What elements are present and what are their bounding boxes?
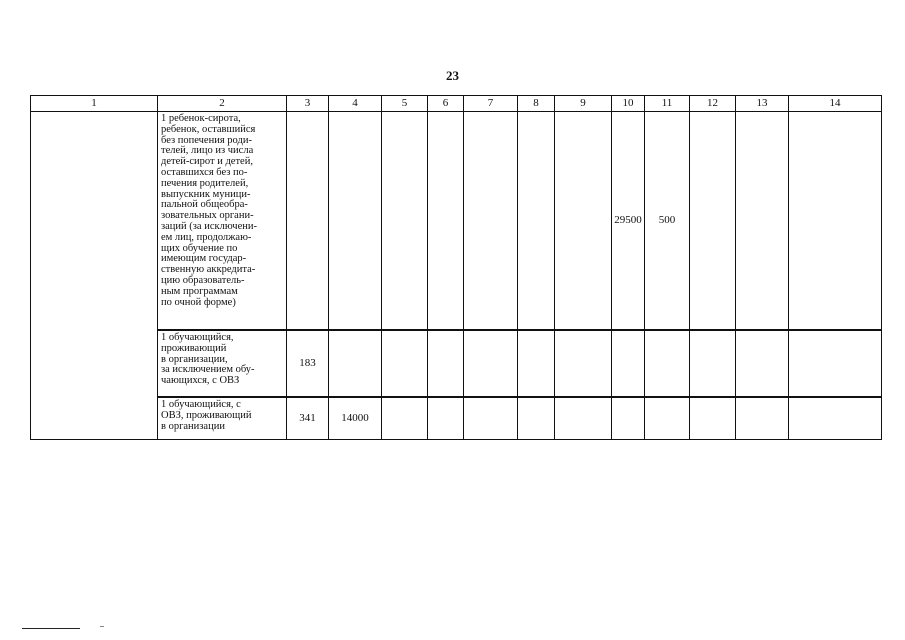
table-cell (690, 112, 736, 331)
row-description (158, 397, 287, 440)
description-line: по очной форме) (161, 296, 236, 308)
description-line: в организации (161, 420, 225, 432)
column-header: 4 (329, 96, 382, 112)
table-cell: 341 (287, 397, 329, 440)
table-cell (518, 330, 555, 397)
table-cell (645, 330, 690, 397)
description-line: заций (за исключени- (161, 220, 257, 232)
column-header: 10 (612, 96, 645, 112)
table-cell (382, 112, 428, 331)
description-line: печения родителей, (161, 177, 249, 189)
table-cell (382, 330, 428, 397)
column-header: 5 (382, 96, 428, 112)
column-header: 8 (518, 96, 555, 112)
description-line: 1 обучающийся, с (161, 399, 241, 410)
description-line: без попечения роди- (161, 134, 252, 146)
table-cell (464, 397, 518, 440)
merged-empty-cell (31, 112, 158, 440)
scan-mark (100, 626, 104, 627)
description-line: телей, лицо из числа (161, 145, 254, 157)
table-cell (287, 112, 329, 331)
description-line: выпускник муници- (161, 188, 251, 200)
table-cell (382, 397, 428, 440)
description-line: ОВЗ, проживающий (161, 409, 252, 421)
table-cell: 14000 (329, 397, 382, 440)
column-header: 1 (31, 96, 158, 112)
table-row (31, 330, 882, 397)
column-header: 13 (736, 96, 789, 112)
table-cell (555, 112, 612, 331)
table-cell: 29500 (612, 112, 645, 331)
description-line: ребенок, оставшийся (161, 123, 256, 135)
description-line: чающихся, с ОВЗ (161, 375, 240, 387)
table-row (31, 397, 882, 440)
table-cell (736, 397, 789, 440)
description-line: проживающий (161, 342, 227, 354)
description-line: в организации, (161, 353, 228, 365)
description-line: 1 ребенок-сирота, (161, 113, 241, 124)
table-cell (555, 397, 612, 440)
table-cell (690, 397, 736, 440)
description-line: оставшихся без по- (161, 166, 248, 178)
column-header: 3 (287, 96, 329, 112)
table-cell (555, 330, 612, 397)
column-header: 9 (555, 96, 612, 112)
table-cell (428, 397, 464, 440)
row-description (158, 112, 287, 331)
table-cell (789, 112, 882, 331)
table-cell (329, 330, 382, 397)
table-cell (428, 112, 464, 331)
table-cell (612, 330, 645, 397)
table-cell: 500 (645, 112, 690, 331)
table-cell (789, 397, 882, 440)
column-header: 11 (645, 96, 690, 112)
data-table (30, 95, 882, 440)
table-cell: 183 (287, 330, 329, 397)
table-cell (518, 397, 555, 440)
description-line: пальной общеобра- (161, 199, 248, 211)
description-line: ственную аккредита- (161, 264, 256, 276)
row-description (158, 330, 287, 397)
table-cell (464, 330, 518, 397)
table-cell (736, 330, 789, 397)
column-header: 2 (158, 96, 287, 112)
table-cell (428, 330, 464, 397)
column-header: 14 (789, 96, 882, 112)
table-cell (690, 330, 736, 397)
description-line: ным программам (161, 285, 238, 297)
table-header-row (31, 96, 882, 112)
table-cell (736, 112, 789, 331)
column-header: 7 (464, 96, 518, 112)
description-line: детей-сирот и детей, (161, 156, 253, 168)
description-line: ем лиц, продолжаю- (161, 231, 252, 243)
description-line: 1 обучающийся, (161, 332, 234, 343)
table-cell (518, 112, 555, 331)
table-cell (464, 112, 518, 331)
table-cell (329, 112, 382, 331)
table-cell (645, 397, 690, 440)
footnote-separator (22, 628, 80, 629)
column-header: 12 (690, 96, 736, 112)
table-cell (612, 397, 645, 440)
description-line: цию образователь- (161, 274, 245, 286)
page-number: 23 (446, 68, 459, 83)
description-line: щих обучение по (161, 242, 238, 254)
description-line: за исключением обу- (161, 364, 255, 376)
description-line: зовательных органи- (161, 210, 254, 222)
description-line: имеющим государ- (161, 253, 247, 265)
table-cell (789, 330, 882, 397)
column-header: 6 (428, 96, 464, 112)
table-row (31, 112, 882, 331)
